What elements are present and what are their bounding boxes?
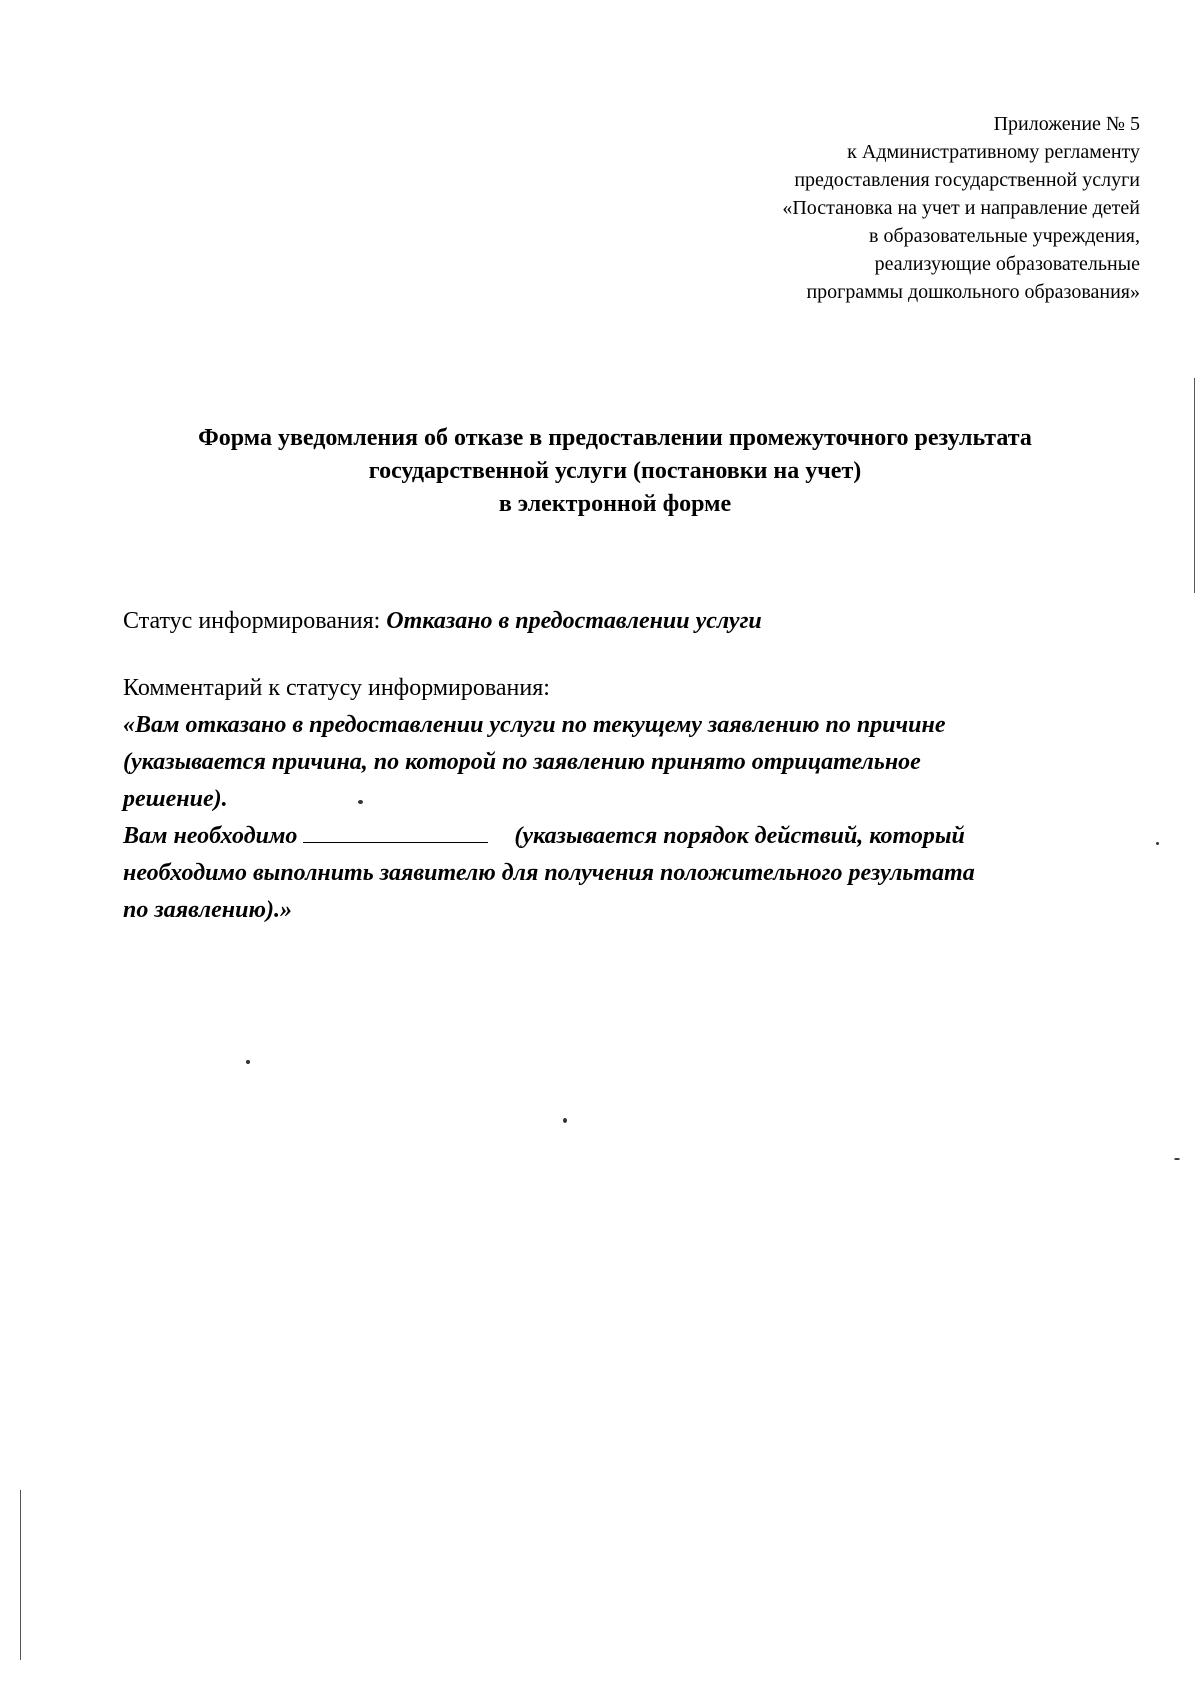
action-suffix: (указывается порядок действий, который [514,823,965,849]
appendix-line-5: в образовательные учреждения, [869,225,1140,247]
title-line-2: государственной услуги (постановки на учет) [368,458,862,484]
title-line-3: в электронной форме [498,491,732,517]
scan-speck [246,1060,250,1064]
title-line-1: Форма уведомления об отказе в предоставлении промежуточного результата [198,425,1032,451]
document-title [110,422,1120,521]
scan-speck [563,1118,567,1123]
appendix-line-3: предоставления государственной услуги [794,169,1140,191]
status-label: Статус информирования: [123,608,387,634]
scan-speck [1174,1158,1180,1160]
comment-action-line [123,818,975,855]
comment-action-line-3: по заявлению).» [123,897,292,923]
appendix-header [782,110,1140,306]
comment-line-1: «Вам отказано в предоставлении услуги по текущему заявлению по причине [123,712,946,738]
status-line [123,605,762,637]
scan-edge-line [1194,378,1195,593]
comment-line-2: (указывается причина, по которой по заявлению принято отрицательное [123,749,921,775]
appendix-line-6: реализующие образовательные [874,253,1140,275]
scan-edge-line [20,1490,21,1660]
appendix-line-4: «Постановка на учет и направление детей [782,197,1140,219]
appendix-line-7: программы дошкольного образования» [806,281,1140,303]
scan-speck [358,800,363,804]
fill-in-blank [303,822,488,843]
appendix-line-2: к Административному регламенту [847,141,1140,163]
comment-line-3: решение). [123,786,228,812]
comment-block [123,670,975,929]
action-prefix: Вам необходимо [123,823,298,849]
status-value: Отказано в предоставлении услуги [386,608,762,634]
appendix-line-1: Приложение № 5 [993,113,1140,135]
comment-label: Комментарий к статусу информирования: [123,675,550,701]
scan-speck [1156,842,1159,845]
comment-action-line-2: необходимо выполнить заявителю для получения положительного результата [123,860,975,886]
